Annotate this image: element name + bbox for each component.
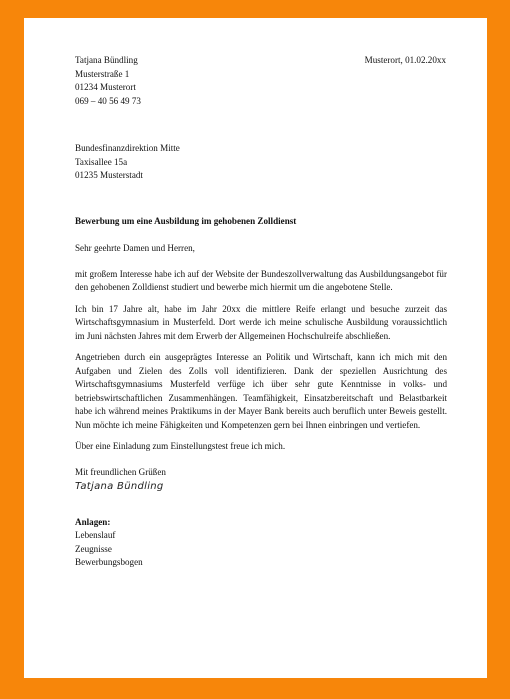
sender-name: Tatjana Bündling	[75, 55, 138, 65]
salutation: Sehr geehrte Damen und Herren,	[75, 243, 195, 253]
body-paragraph: Über eine Einladung zum Einstellungstest freue ich mich.	[75, 441, 286, 451]
recipient-city: 01235 Musterstadt	[75, 170, 143, 180]
recipient-street: Taxisallee 15a	[75, 156, 128, 167]
body-paragraph: Ich bin 17 Jahre alt, habe im Jahr 20xx die mittlere Reife erlangt und besuche zurzeit das Wirtschaftsgymnasium in Musterfeld. Dort werde ich meine schulische Ausbildung voraussichtlich im Juni nächsten Jahres mit dem Erwerb der Allgemeinen Hochschulreife abschließen.	[75, 303, 447, 341]
body-paragraph: Angetrieben durch ein ausgeprägtes Interesse an Politik und Wirtschaft, kann ich mich mit den Aufgaben und Zielen des Zolls voll identifizieren. Dank der speziellen Ausrichtung des Wirtschaftsgymnasiums Musterfeld verfüge ich über sehr gute Kenntnisse in volks- und betriebswirtschaftlichen Zusammenhängen. Teamfähigkeit, Einsatzbereitschaft und Belastbarkeit habe ich während meines Praktikums in der Mayer Bank bereits auch beruflich unter Beweis gestellt. Nun möchte ich meine Fähigkeiten und Kompetenzen gern bei Ihnen einbringen und vertiefen.	[75, 352, 447, 430]
enclosure-item: Zeugnisse	[75, 543, 112, 554]
recipient-name: Bundesfinanzdirektion Mitte	[75, 143, 180, 153]
body-paragraph: mit großem Interesse habe ich auf der Website der Bundeszollverwaltung das Ausbildungsangebot für den gehobenen Zolldienst studiert und bewerbe mich hiermit um die angebotene Stelle.	[75, 268, 447, 292]
letter-date: Musterort, 01.02.20xx	[364, 55, 446, 65]
subject-line: Bewerbung um eine Ausbildung im gehobenen Zolldienst	[75, 215, 297, 226]
enclosures-heading: Anlagen:	[75, 516, 111, 527]
sender-street: Musterstraße 1	[75, 68, 130, 79]
letter-body	[75, 54, 447, 570]
enclosures	[75, 516, 447, 570]
closing-phrase: Mit freundlichen Grüßen	[75, 466, 166, 477]
sender-address	[75, 54, 447, 108]
handwritten-signature: Tatjana Bündling	[75, 481, 164, 492]
sender-phone: 069 – 40 56 49 73	[75, 95, 141, 106]
enclosure-item: Bewerbungsbogen	[75, 557, 143, 567]
letter-page	[24, 18, 487, 678]
sender-city: 01234 Musterort	[75, 82, 136, 92]
enclosure-item: Lebenslauf	[75, 530, 116, 540]
recipient-address	[75, 142, 447, 183]
